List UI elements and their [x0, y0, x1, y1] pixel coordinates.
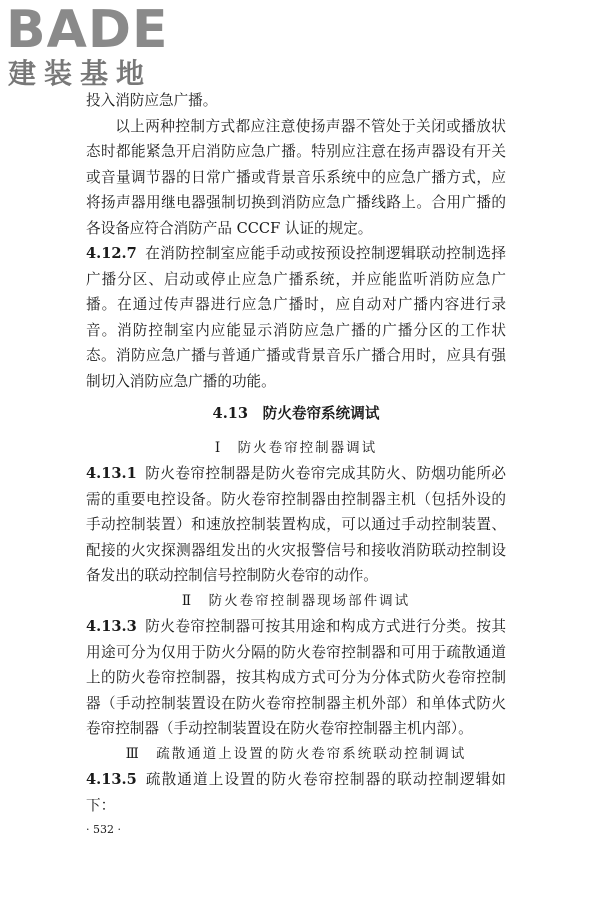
subheading-1: Ⅰ 防火卷帘控制器调试 — [214, 439, 378, 456]
clause-number: 4.13.3 — [86, 618, 137, 635]
section-heading-4-13: 4.13 防火卷帘系统调试 — [212, 405, 380, 422]
document-body — [86, 88, 506, 840]
clause-number: 4.13.1 — [86, 465, 137, 482]
clause-4-13-5 — [86, 767, 506, 818]
clause-4-13-1 — [86, 461, 506, 589]
clause-4-12-7 — [86, 241, 506, 394]
clause-number: 4.13.5 — [86, 771, 137, 788]
subheading-3: Ⅲ 疏散通道上设置的防火卷帘系统联动控制调试 — [125, 745, 467, 762]
bade-logo — [0, 0, 190, 95]
clause-number: 4.12.7 — [86, 245, 137, 262]
page-number: · 532 · — [86, 823, 121, 836]
paragraph-continuation: 投入消防应急广播。 — [86, 92, 218, 109]
paragraph-control-modes: 以上两种控制方式都应注意使扬声器不管处于关闭或播放状态时都能紧急开启消防应急广播。特别应注意在扬声器设有开关或音量调节器的日常广播或背景音乐系统中的应急广播方式，应将扬声器用继电器强制切换到消防应急广播线路上。合用广播的各设备应符合消防产品 CCCF 认证的规定。 — [86, 117, 506, 237]
clause-text: 疏散通道上设置的防火卷帘控制器的联动控制逻辑如下： — [86, 771, 506, 814]
clause-4-13-3 — [86, 614, 506, 742]
clause-text: 防火卷帘控制器是防火卷帘完成其防火、防烟功能所必需的重要电控设备。防火卷帘控制器由控制器主机（包括外设的手动控制装置）和速放控制装置构成，可以通过手动控制装置、配接的火灾探测器组发出的火灾报警信号和接收消防联动控制设备发出的联动控制信号控制防火卷帘的动作。 — [86, 465, 506, 584]
logo-wordmark: BADE — [6, 0, 169, 60]
logo-subtitle: 建装基地 — [8, 57, 153, 90]
subheading-2: Ⅱ 防火卷帘控制器现场部件调试 — [181, 592, 411, 609]
clause-text: 防火卷帘控制器可按其用途和构成方式进行分类。按其用途可分为仅用于防火分隔的防火卷帘控制器和可用于疏散通道上的防火卷帘控制器，按其构成方式可分为分体式防火卷帘控制器（手动控制装置设在防火卷帘控制器主机外部）和单体式防火卷帘控制器（手动控制装置设在防火卷帘控制器主机内部）。 — [86, 618, 506, 737]
clause-text: 在消防控制室应能手动或按预设控制逻辑联动控制选择广播分区、启动或停止应急广播系统，并应能监听消防应急广播。在通过传声器进行应急广播时，应自动对广播内容进行录音。消防控制室内应能显示消防应急广播的广播分区的工作状态。消防应急广播与普通广播或背景音乐广播合用时，应具有强制切入消防应急广播的功能。 — [86, 245, 506, 390]
